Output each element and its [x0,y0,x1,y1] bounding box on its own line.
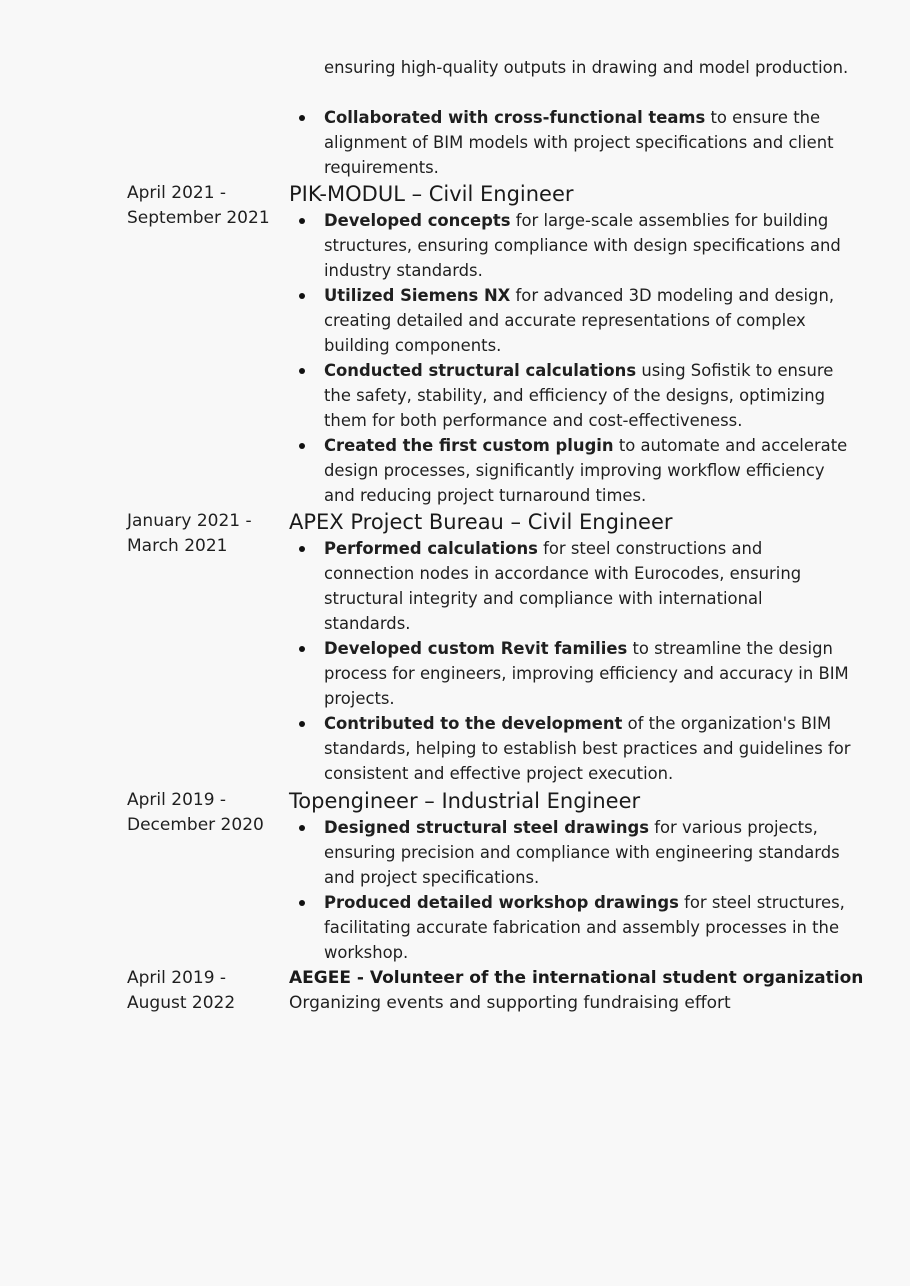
entry-bullets [289,536,854,786]
entry-date: April 2019 - December 2020 [127,790,264,835]
entry-content [289,181,854,508]
entry-date: April 2019 - August 2022 [127,968,236,1013]
entry-content [289,788,854,965]
bullet-dot [299,443,305,449]
volunteer-title: AEGEE - Volunteer of the international student organization [289,968,864,988]
entry-content [289,966,864,1016]
bullet-dot [299,900,305,906]
list-item: Performed calculations for steel constructions and connection nodes in accordance with Eurocodes, ensuring structural integrity and compliance with international standards. [289,536,854,636]
bullet-dot [299,115,305,121]
bullet-dot [299,368,305,374]
list-item: Conducted structural calculations using Sofistik to ensure the safety, stability, and efficiency of the designs, optimizing them for both performance and cost-effectiveness. [289,358,854,433]
list-item: Contributed to the development of the organization's BIM standards, helping to establish best practices and guidelines for consistent and effective project execution. [289,711,854,786]
entry-title: Topengineer – Industrial Engineer [289,789,641,813]
bullet-dot [299,546,305,552]
entry-date: April 2021 - September 2021 [127,183,270,228]
bullet-dot [299,825,305,831]
entry-title: APEX Project Bureau – Civil Engineer [289,510,673,534]
entry-title: PIK-MODUL – Civil Engineer [289,182,574,206]
bullet-dot [299,218,305,224]
list-item: Utilized Siemens NX for advanced 3D modeling and design, creating detailed and accurate representations of complex building components. [289,283,854,358]
list-item: Developed concepts for large-scale assemblies for building structures, ensuring compliance with design specifications and industry standards. [289,208,854,283]
entry-content [289,509,854,786]
continuation-fragment: ensuring high-quality outputs in drawing and model production. [324,58,849,77]
volunteer-description: Organizing events and supporting fundraising effort [289,993,731,1013]
entry-bullets [289,208,854,508]
bullet-dot [299,721,305,727]
entry-date: January 2021 - March 2021 [127,511,252,556]
bullet-dot [299,646,305,652]
list-item: Developed custom Revit families to streamline the design process for engineers, improving efficiency and accuracy in BIM projects. [289,636,854,711]
bullet-dot [299,293,305,299]
list-item: Created the first custom plugin to automate and accelerate design processes, significantly improving workflow efficiency and reducing project turnaround times. [289,433,854,508]
entry-bullets [289,815,854,965]
list-item: Collaborated with cross-functional teams to ensure the alignment of BIM models with project specifications and client requirements. [289,105,854,180]
list-item: Produced detailed workshop drawings for steel structures, facilitating accurate fabrication and assembly processes in the workshop. [289,890,854,965]
list-item: Designed structural steel drawings for various projects, ensuring precision and compliance with engineering standards and project specifications. [289,815,854,890]
continuation-bullets [289,105,854,180]
